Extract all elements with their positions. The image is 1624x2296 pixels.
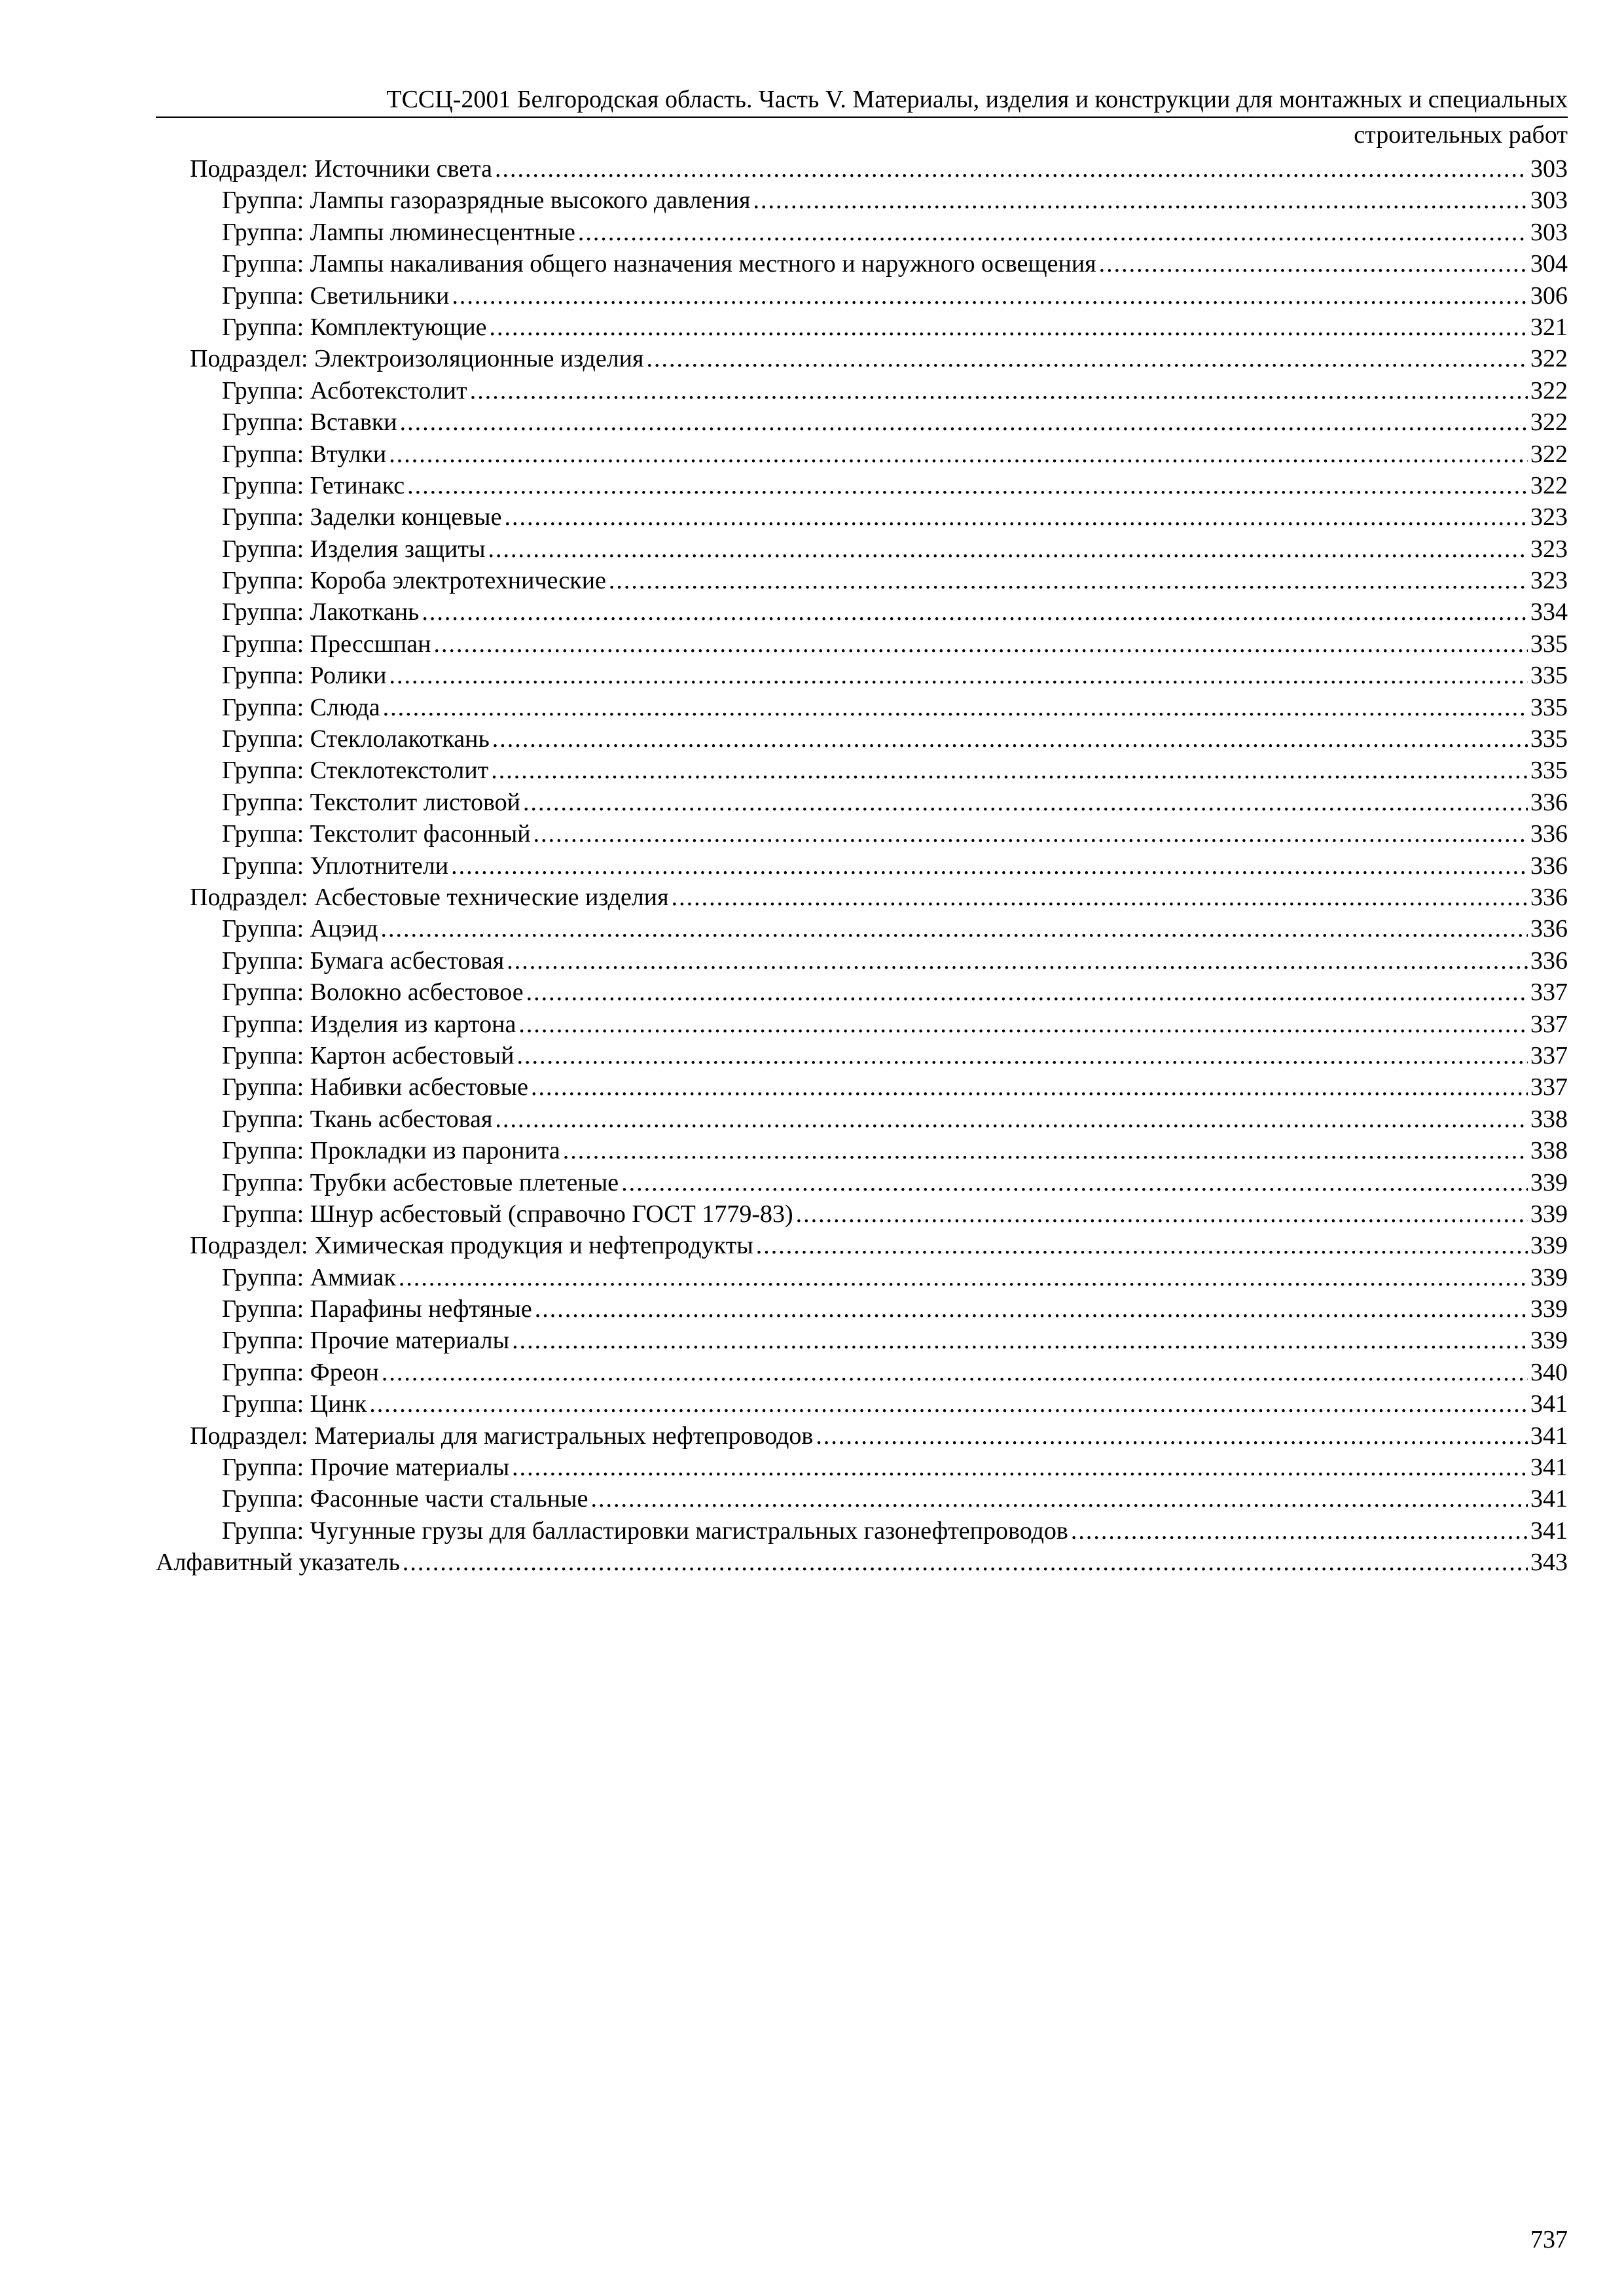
toc-group-entry[interactable] xyxy=(156,850,1568,882)
toc-entry-label: Группа: Изделия из картона xyxy=(222,1010,516,1038)
toc-entry-page: 337 xyxy=(1530,1073,1568,1102)
dot-leader xyxy=(672,882,1528,913)
toc-group-entry[interactable] xyxy=(156,1515,1568,1547)
dot-leader xyxy=(451,850,1528,882)
toc-entry-page: 306 xyxy=(1530,281,1568,310)
toc-entry-page: 337 xyxy=(1530,1010,1568,1038)
toc-group-entry[interactable] xyxy=(156,818,1568,850)
toc-group-entry[interactable] xyxy=(156,1388,1568,1420)
dot-leader xyxy=(753,185,1528,216)
toc-entry-page: 322 xyxy=(1530,408,1568,437)
toc-entry-page: 303 xyxy=(1530,218,1568,246)
toc-group-entry[interactable] xyxy=(156,1357,1568,1388)
toc-entry-page: 336 xyxy=(1530,883,1568,911)
toc-entry-label: Группа: Аммиак xyxy=(222,1263,396,1291)
toc-entry-page: 322 xyxy=(1530,376,1568,404)
toc-entry-page: 336 xyxy=(1530,915,1568,943)
toc-entry-page: 341 xyxy=(1530,1516,1568,1545)
dot-leader xyxy=(380,913,1528,944)
toc-entry-label: Группа: Прокладки из паронита xyxy=(222,1137,560,1165)
toc-entry-page: 335 xyxy=(1530,630,1568,658)
toc-entry-label: Группа: Набивки асбестовые xyxy=(222,1073,529,1102)
toc-entry-label: Группа: Фреон xyxy=(222,1358,379,1386)
toc-group-entry[interactable] xyxy=(156,565,1568,596)
toc-group-entry[interactable] xyxy=(156,1103,1568,1135)
toc-entry-page: 322 xyxy=(1530,440,1568,468)
dot-leader xyxy=(382,1357,1528,1388)
toc-group-entry[interactable] xyxy=(156,1135,1568,1166)
dot-leader xyxy=(488,533,1528,565)
toc-entry-label: Алфавитный указатель xyxy=(156,1549,400,1577)
toc-entry-label: Группа: Уплотнители xyxy=(222,852,449,880)
toc-entry-page: 323 xyxy=(1530,503,1568,531)
dot-leader xyxy=(491,755,1528,786)
dot-leader xyxy=(1071,1515,1528,1547)
toc-entry-label: Группа: Вставки xyxy=(222,408,397,437)
dot-leader xyxy=(507,945,1528,977)
dot-leader xyxy=(504,501,1528,533)
toc-entry-page: 322 xyxy=(1530,345,1568,373)
toc-entry-page: 323 xyxy=(1530,567,1568,595)
toc-entry-label: Группа: Изделия защиты xyxy=(222,535,486,563)
toc-entry-label: Подраздел: Материалы для магистральных нефтепроводов xyxy=(190,1422,814,1450)
toc-entry-page: 338 xyxy=(1530,1105,1568,1133)
toc-group-entry[interactable] xyxy=(156,1009,1568,1040)
toc-entry-label: Подраздел: Химическая продукция и нефтепродукты xyxy=(190,1232,753,1260)
toc-entry-label: Группа: Гетинакс xyxy=(222,471,405,499)
toc-entry-page: 341 xyxy=(1530,1422,1568,1450)
toc-entry-label: Группа: Лампы люминесцентные xyxy=(222,218,575,246)
toc-entry-page: 339 xyxy=(1530,1168,1568,1196)
dot-leader xyxy=(816,1420,1528,1452)
toc-entry-label: Группа: Шнур асбестовый (справочно ГОСТ 1779-83) xyxy=(222,1200,793,1228)
dot-leader xyxy=(516,1040,1528,1071)
toc-group-entry[interactable] xyxy=(156,977,1568,1008)
toc-entry-label: Группа: Комплектующие xyxy=(222,313,487,341)
toc-group-entry[interactable] xyxy=(156,596,1568,628)
dot-leader xyxy=(590,1483,1528,1515)
toc-group-entry[interactable] xyxy=(156,312,1568,343)
toc-group-entry[interactable] xyxy=(156,470,1568,501)
dot-leader xyxy=(1099,248,1528,279)
dot-leader xyxy=(531,1071,1528,1103)
toc-subsection-entry[interactable] xyxy=(156,153,1568,185)
toc-entry-page: 323 xyxy=(1530,535,1568,563)
dot-leader xyxy=(422,596,1528,628)
dot-leader xyxy=(563,1135,1528,1166)
dot-leader xyxy=(399,1262,1528,1293)
dot-leader xyxy=(526,977,1528,1008)
dot-leader xyxy=(470,375,1528,406)
toc-entry-label: Группа: Трубки асбестовые плетеные xyxy=(222,1168,619,1196)
toc-entry-page: 337 xyxy=(1530,978,1568,1007)
dot-leader xyxy=(369,1388,1528,1420)
dot-leader xyxy=(523,787,1528,818)
toc-group-entry[interactable] xyxy=(156,628,1568,660)
toc-entry-page: 343 xyxy=(1530,1549,1568,1577)
toc-entry-page: 339 xyxy=(1530,1263,1568,1291)
toc-entry-label: Группа: Слюда xyxy=(222,693,380,721)
toc-entry-label: Группа: Чугунные грузы для балластировки магистральных газонефтепроводов xyxy=(222,1516,1068,1545)
toc-entry-label: Группа: Заделки концевые xyxy=(222,503,502,531)
toc-entry-page: 335 xyxy=(1530,757,1568,785)
toc-entry-label: Группа: Прочие материалы xyxy=(222,1327,510,1355)
dot-leader xyxy=(389,439,1528,470)
toc-group-entry[interactable] xyxy=(156,217,1568,248)
page-number: 737 xyxy=(1530,2226,1568,2253)
toc-entry-page: 303 xyxy=(1530,155,1568,183)
toc-entry-page: 336 xyxy=(1530,946,1568,975)
dot-leader xyxy=(383,692,1528,723)
toc-entry-label: Группа: Прессшпан xyxy=(222,630,431,658)
toc-entry-page: 338 xyxy=(1530,1137,1568,1165)
toc-entry-page: 339 xyxy=(1530,1200,1568,1228)
toc-subsection-entry[interactable] xyxy=(156,882,1568,913)
toc-top-entry[interactable] xyxy=(156,1547,1568,1578)
dot-leader xyxy=(400,406,1528,438)
toc-group-entry[interactable] xyxy=(156,280,1568,312)
header-title-line1: ТССЦ-2001 Белгородская область. Часть V. Материалы, изделия и конструкции для монтажных и специальных xyxy=(386,86,1568,113)
toc-entry-label: Группа: Ролики xyxy=(222,662,387,690)
dot-leader xyxy=(495,153,1528,185)
toc-entry-page: 339 xyxy=(1530,1327,1568,1355)
dot-leader xyxy=(535,1293,1528,1325)
toc-entry-page: 339 xyxy=(1530,1295,1568,1323)
toc-entry-page: 337 xyxy=(1530,1041,1568,1069)
toc-entry-label: Группа: Втулки xyxy=(222,440,387,468)
toc-entry-page: 322 xyxy=(1530,471,1568,499)
toc-group-entry[interactable] xyxy=(156,1325,1568,1356)
toc-entry-label: Группа: Стеклолакоткань xyxy=(222,725,490,753)
toc-group-entry[interactable] xyxy=(156,406,1568,438)
toc-entry-page: 341 xyxy=(1530,1485,1568,1513)
toc-group-entry[interactable] xyxy=(156,1483,1568,1515)
dot-leader xyxy=(512,1325,1528,1356)
toc-entry-label: Группа: Бумага асбестовая xyxy=(222,946,505,975)
table-of-contents xyxy=(156,153,1568,1579)
toc-group-entry[interactable] xyxy=(156,913,1568,944)
toc-entry-label: Подраздел: Электроизоляционные изделия xyxy=(190,345,644,373)
toc-group-entry[interactable] xyxy=(156,1071,1568,1103)
header-title-line2: строительных работ xyxy=(1354,121,1568,149)
toc-group-entry[interactable] xyxy=(156,787,1568,818)
toc-entry-label: Группа: Волокно асбестовое xyxy=(222,978,524,1007)
toc-entry-page: 340 xyxy=(1530,1358,1568,1386)
toc-group-entry[interactable] xyxy=(156,1452,1568,1483)
toc-entry-page: 341 xyxy=(1530,1454,1568,1482)
toc-entry-label: Группа: Лакоткань xyxy=(222,598,420,626)
toc-entry-label: Группа: Светильники xyxy=(222,281,450,310)
toc-entry-label: Группа: Стеклотекстолит xyxy=(222,757,489,785)
toc-entry-label: Подраздел: Источники света xyxy=(190,155,492,183)
dot-leader xyxy=(533,818,1528,850)
dot-leader xyxy=(512,1452,1528,1483)
toc-group-entry[interactable] xyxy=(156,501,1568,533)
toc-group-entry[interactable] xyxy=(156,945,1568,977)
toc-entry-page: 334 xyxy=(1530,598,1568,626)
toc-entry-label: Группа: Ткань асбестовая xyxy=(222,1105,493,1133)
toc-entry-label: Группа: Текстолит фасонный xyxy=(222,820,531,848)
toc-group-entry[interactable] xyxy=(156,533,1568,565)
dot-leader xyxy=(646,343,1528,374)
dot-leader xyxy=(403,1547,1528,1578)
toc-entry-label: Группа: Лампы накаливания общего назначения местного и наружного освещения xyxy=(222,250,1096,278)
toc-group-entry[interactable] xyxy=(156,375,1568,406)
toc-entry-page: 336 xyxy=(1530,788,1568,816)
toc-entry-label: Группа: Ацэид xyxy=(222,915,378,943)
toc-subsection-entry[interactable] xyxy=(156,1420,1568,1452)
toc-group-entry[interactable] xyxy=(156,755,1568,786)
toc-entry-label: Группа: Текстолит листовой xyxy=(222,788,520,816)
dot-leader xyxy=(495,1103,1528,1135)
toc-entry-page: 303 xyxy=(1530,187,1568,215)
toc-group-entry[interactable] xyxy=(156,723,1568,755)
toc-entry-label: Группа: Короба электротехнические xyxy=(222,567,606,595)
toc-entry-label: Группа: Лампы газоразрядные высокого давления xyxy=(222,187,751,215)
toc-subsection-entry[interactable] xyxy=(156,343,1568,374)
toc-entry-page: 336 xyxy=(1530,852,1568,880)
toc-group-entry[interactable] xyxy=(156,185,1568,216)
dot-leader xyxy=(518,1009,1528,1040)
dot-leader xyxy=(756,1230,1528,1261)
toc-entry-page: 304 xyxy=(1530,250,1568,278)
toc-entry-label: Группа: Асботекстолит xyxy=(222,376,467,404)
dot-leader xyxy=(407,470,1528,501)
toc-entry-page: 336 xyxy=(1530,820,1568,848)
dot-leader xyxy=(490,312,1528,343)
toc-group-entry[interactable] xyxy=(156,660,1568,691)
toc-entry-page: 341 xyxy=(1530,1390,1568,1418)
toc-subsection-entry[interactable] xyxy=(156,1230,1568,1261)
running-header xyxy=(156,84,1568,151)
toc-group-entry[interactable] xyxy=(156,692,1568,723)
toc-entry-page: 335 xyxy=(1530,693,1568,721)
toc-group-entry[interactable] xyxy=(156,1293,1568,1325)
dot-leader xyxy=(578,217,1528,248)
toc-group-entry[interactable] xyxy=(156,248,1568,279)
toc-entry-label: Группа: Прочие материалы xyxy=(222,1454,510,1482)
dot-leader xyxy=(452,280,1528,312)
toc-group-entry[interactable] xyxy=(156,1167,1568,1198)
toc-entry-page: 335 xyxy=(1530,725,1568,753)
toc-entry-label: Группа: Фасонные части стальные xyxy=(222,1485,588,1513)
toc-entry-label: Подраздел: Асбестовые технические изделия xyxy=(190,883,669,911)
dot-leader xyxy=(796,1198,1528,1230)
toc-entry-page: 335 xyxy=(1530,662,1568,690)
toc-group-entry[interactable] xyxy=(156,439,1568,470)
dot-leader xyxy=(621,1167,1528,1198)
dot-leader xyxy=(433,628,1528,660)
header-rule xyxy=(156,117,1568,118)
dot-leader xyxy=(492,723,1528,755)
toc-entry-label: Группа: Картон асбестовый xyxy=(222,1041,514,1069)
toc-entry-page: 321 xyxy=(1530,313,1568,341)
toc-group-entry[interactable] xyxy=(156,1262,1568,1293)
dot-leader xyxy=(609,565,1528,596)
toc-entry-label: Группа: Цинк xyxy=(222,1390,367,1418)
toc-group-entry[interactable] xyxy=(156,1198,1568,1230)
toc-group-entry[interactable] xyxy=(156,1040,1568,1071)
toc-entry-label: Группа: Парафины нефтяные xyxy=(222,1295,532,1323)
toc-entry-page: 339 xyxy=(1530,1232,1568,1260)
dot-leader xyxy=(389,660,1528,691)
